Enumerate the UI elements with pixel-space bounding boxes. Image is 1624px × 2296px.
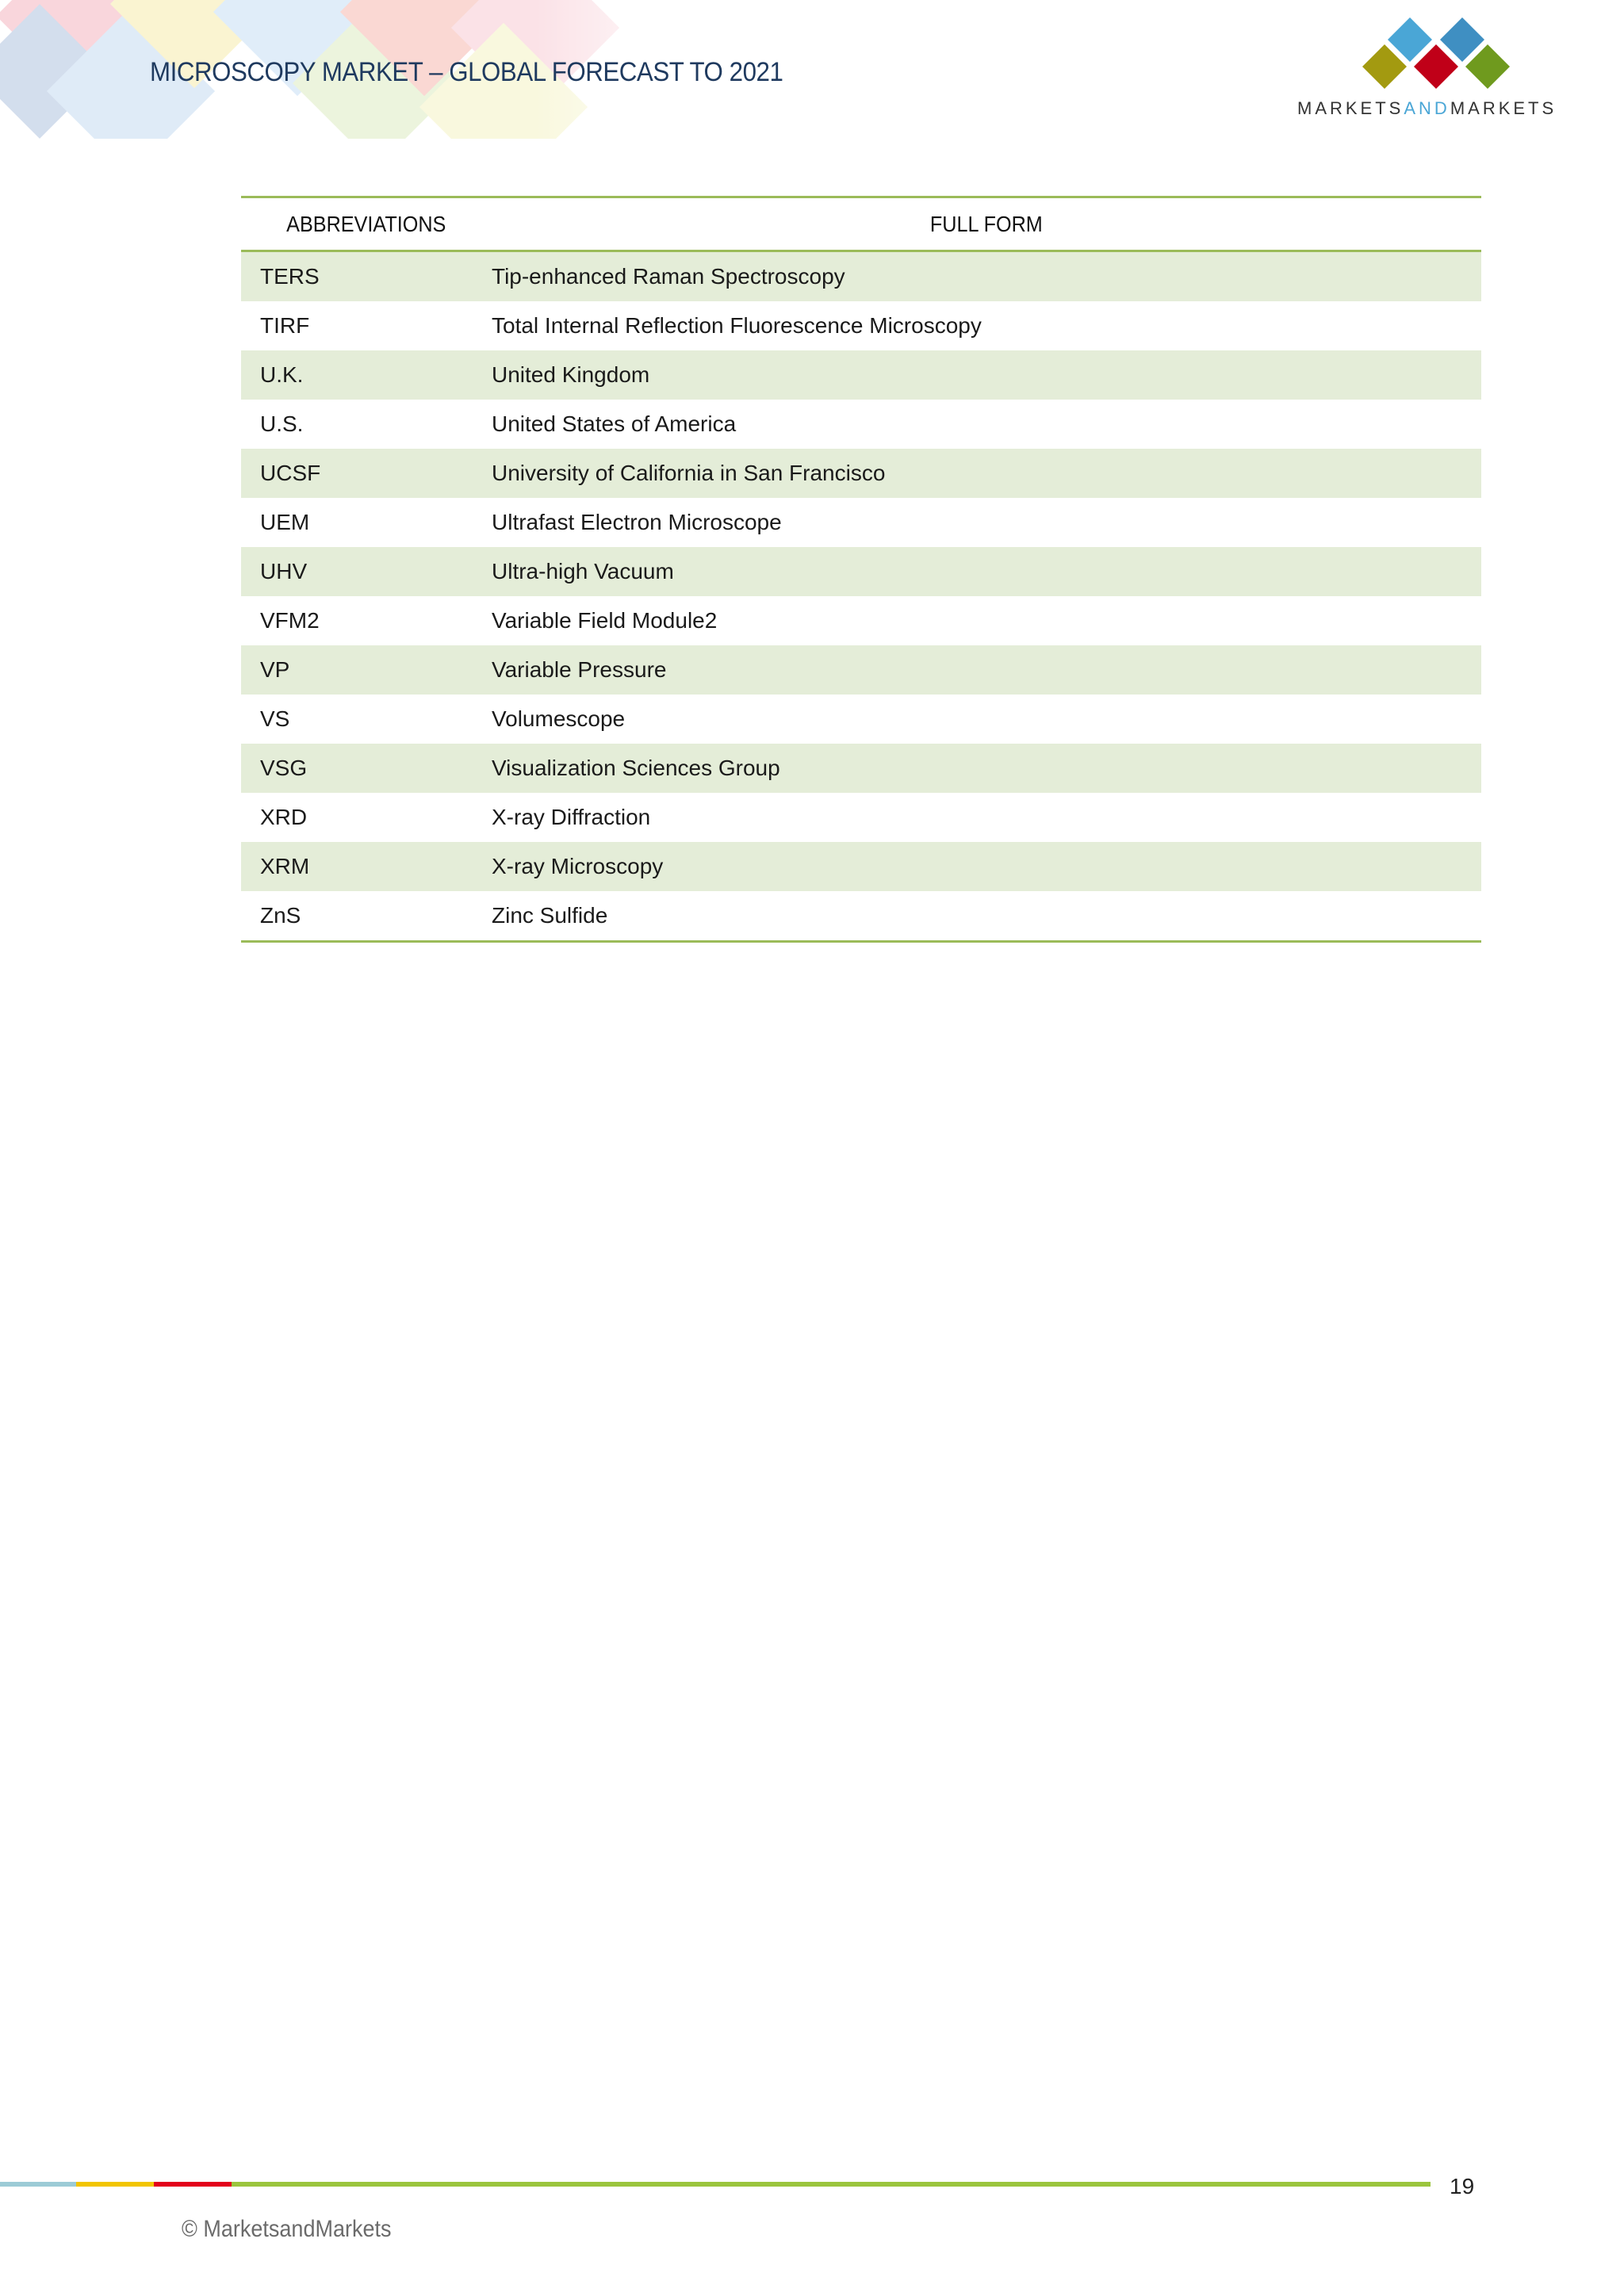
abbreviation-cell: TIRF — [260, 313, 310, 338]
abbreviation-cell: VP — [241, 645, 492, 695]
abbreviation-cell: VFM2 — [260, 608, 320, 633]
table-row — [241, 695, 1481, 744]
abbreviation-cell: U.K. — [241, 350, 492, 400]
full-form-cell: Visualization Sciences Group — [492, 744, 1481, 793]
abbreviation-cell: UHV — [241, 547, 492, 596]
abbreviation-cell: XRD — [260, 805, 308, 829]
footer-bar-red — [154, 2182, 232, 2187]
table-row — [241, 400, 1481, 449]
table-row — [241, 301, 1481, 350]
full-form-cell: Ultrafast Electron Microscope — [492, 510, 782, 534]
table-row — [241, 891, 1481, 942]
full-form-cell: University of California in San Francisco — [492, 449, 1481, 498]
full-form-cell: United States of America — [492, 411, 737, 436]
table-header-row — [241, 197, 1481, 251]
table-row — [241, 793, 1481, 842]
abbreviation-cell: VS — [260, 706, 290, 731]
full-form-cell: Ultra-high Vacuum — [492, 547, 1481, 596]
abbreviation-cell: TERS — [241, 251, 492, 302]
abbreviation-cell: UEM — [260, 510, 310, 534]
full-form-column-header: FULL FORM — [492, 197, 1481, 251]
full-form-cell: Tip-enhanced Raman Spectroscopy — [492, 251, 1481, 302]
page-number: 19 — [1450, 2174, 1475, 2198]
abbreviation-cell: ZnS — [241, 891, 492, 942]
full-form-cell: Volumescope — [492, 706, 626, 731]
full-form-cell: United Kingdom — [492, 350, 1481, 400]
footer-bar-teal — [0, 2182, 76, 2187]
abbreviation-cell: XRM — [241, 842, 492, 891]
table-body — [241, 251, 1481, 942]
full-form-cell: Variable Pressure — [492, 645, 1481, 695]
footer-bar-yellow — [76, 2182, 154, 2187]
table-row — [241, 449, 1481, 498]
full-form-cell: Zinc Sulfide — [492, 891, 1481, 942]
abbreviation-cell: VSG — [241, 744, 492, 793]
page-header-title: MICROSCOPY MARKET – GLOBAL FORECAST TO 2021 — [150, 57, 783, 87]
abbreviation-cell: UCSF — [241, 449, 492, 498]
table-row — [241, 842, 1481, 891]
table-row — [241, 547, 1481, 596]
abbreviations-table — [241, 196, 1481, 943]
full-form-cell: X-ray Diffraction — [492, 805, 651, 829]
full-form-cell: Total Internal Reflection Fluorescence Microscopy — [492, 313, 982, 338]
abbreviations-column-header: ABBREVIATIONS — [241, 197, 492, 251]
table-row — [241, 596, 1481, 645]
table-row — [241, 251, 1481, 302]
copyright-text: © MarketsandMarkets — [182, 2216, 392, 2242]
table-row — [241, 498, 1481, 547]
footer-bar-green — [232, 2182, 1431, 2187]
table-row — [241, 744, 1481, 793]
full-form-cell: Variable Field Module2 — [492, 608, 718, 633]
logo-wordmark — [1297, 98, 1557, 119]
logo-wordmark-prefix: MARKETS — [1297, 98, 1404, 118]
full-form-cell: X-ray Microscopy — [492, 842, 1481, 891]
abbreviation-cell: U.S. — [260, 411, 304, 436]
logo-wordmark-and: AND — [1404, 98, 1450, 118]
table-row — [241, 350, 1481, 400]
logo-wordmark-suffix: MARKETS — [1450, 98, 1557, 118]
table-row — [241, 645, 1481, 695]
